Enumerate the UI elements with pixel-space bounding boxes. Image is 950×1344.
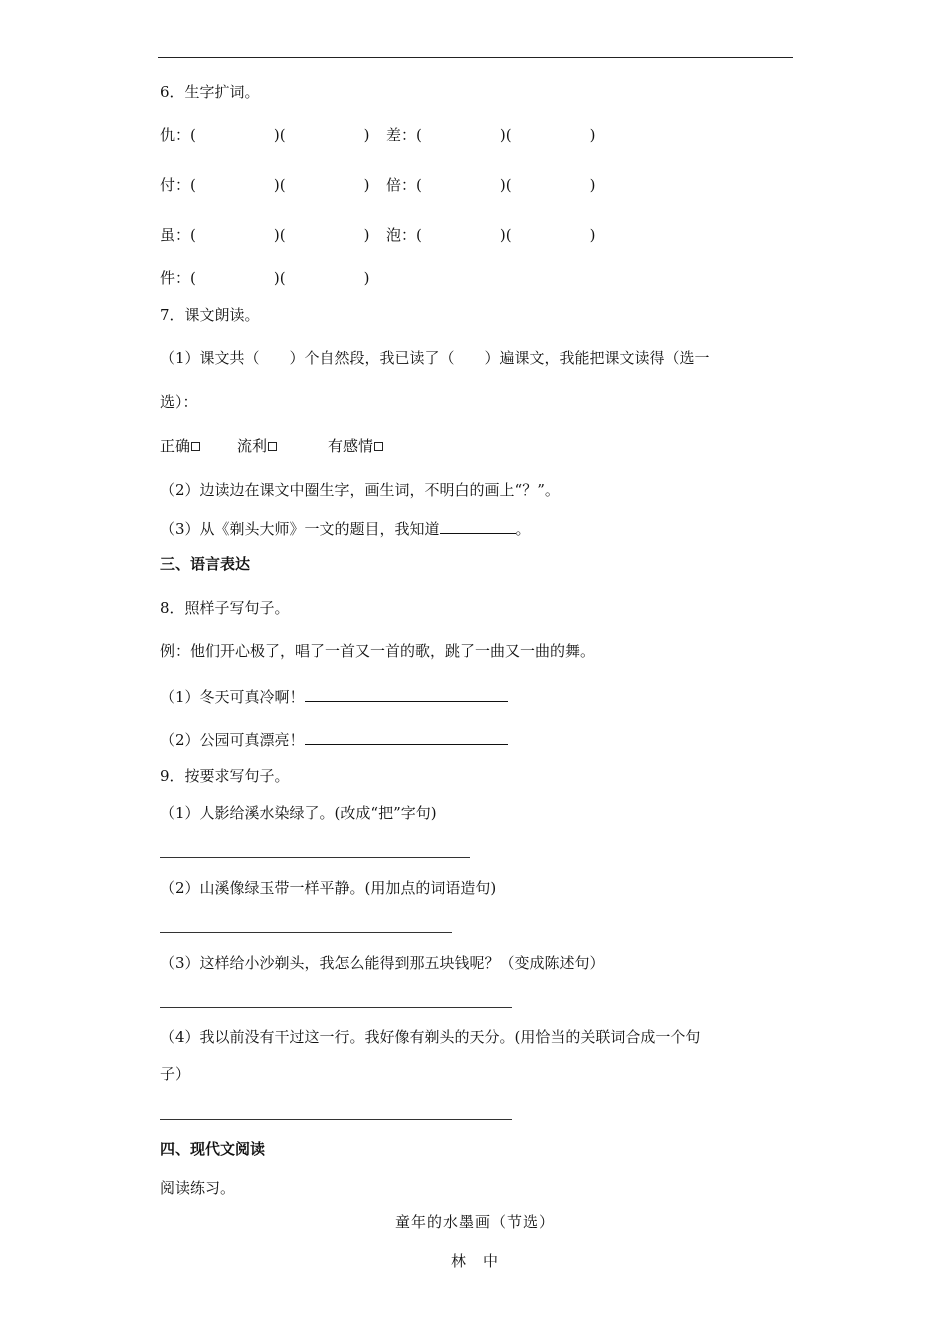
q6-char: 倍： <box>386 176 417 194</box>
q6-item-4: 倍：( )( ) <box>386 176 596 194</box>
q8-title: 8．照样子写句子。 <box>160 599 290 617</box>
q9-item-4-line2: 子） <box>160 1065 191 1083</box>
q7-part1-line1: （1）课文共（ ）个自然段，我已读了（ ）遍课文，我能把课文读得（选一 <box>160 349 710 367</box>
q6-item-5: 虽：( )( ) <box>160 226 370 244</box>
q6-item-6: 泡：( )( ) <box>386 226 596 244</box>
q7-part2: （2）边读边在课文中圈生字，画生词，不明白的画上“？”。 <box>160 481 560 499</box>
q9-answer-line-4[interactable] <box>160 1119 512 1120</box>
q6-blank[interactable]: )( <box>273 269 286 287</box>
q8-item-2: （2）公园可真漂亮！ <box>160 729 508 750</box>
q9-item-3: （3）这样给小沙剃头，我怎么能得到那五块钱呢？（变成陈述句） <box>160 954 605 972</box>
q6-blank[interactable]: )( <box>499 226 512 244</box>
q9-item-4-line1: （4）我以前没有干过这一行。我好像有剃头的天分。(用恰当的关联词合成一个句 <box>160 1028 701 1046</box>
q6-blank[interactable]: )( <box>273 176 286 194</box>
checkbox-icon[interactable] <box>191 442 200 451</box>
q9-answer-line-2[interactable] <box>160 932 452 933</box>
q7-option-fluent[interactable]: 流利 <box>237 436 277 456</box>
q6-blank[interactable]: )( <box>499 176 512 194</box>
q9-answer-line-1[interactable] <box>160 857 470 858</box>
q6-char: 仇： <box>160 126 191 144</box>
section-4-heading: 四、现代文阅读 <box>160 1140 266 1158</box>
q7-option-emotion[interactable]: 有感情 <box>328 436 383 456</box>
q9-answer-line-3[interactable] <box>160 1007 512 1008</box>
q9-title: 9．按要求写句子。 <box>160 767 290 785</box>
q8-answer-blank-1[interactable] <box>305 686 508 702</box>
q7-option-correct[interactable]: 正确 <box>160 436 200 456</box>
checkbox-icon[interactable] <box>268 442 277 451</box>
checkbox-icon[interactable] <box>374 442 383 451</box>
section-3-heading: 三、语言表达 <box>160 555 251 573</box>
q6-blank[interactable]: )( <box>273 226 286 244</box>
q6-char: 泡： <box>386 226 417 244</box>
q8-example: 例：他们开心极了，唱了一首又一首的歌，跳了一曲又一曲的舞。 <box>160 642 596 660</box>
q6-char: 差： <box>386 126 417 144</box>
passage-author: 林 中 <box>450 1252 499 1270</box>
q6-char: 件： <box>160 269 191 287</box>
q7-title: 7．课文朗读。 <box>160 306 260 324</box>
q6-item-3: 付：( )( ) <box>160 176 370 194</box>
q6-char: 虽： <box>160 226 191 244</box>
q7-part3: （3）从《剃头大师》一文的题目，我知道 。 <box>160 520 531 538</box>
q6-title: 6．生字扩词。 <box>160 83 260 101</box>
q8-item-1: （1）冬天可真冷啊！ <box>160 686 508 707</box>
passage-title: 童年的水墨画（节选） <box>394 1213 555 1231</box>
q6-item-1: 仇：( )( ) <box>160 126 370 144</box>
q6-blank[interactable]: )( <box>499 126 512 144</box>
q7-part1-line2: 选）： <box>160 393 198 411</box>
q8-answer-blank-2[interactable] <box>305 729 508 745</box>
q7-answer-blank[interactable] <box>440 518 516 534</box>
q6-item-7: 件：( )( ) <box>160 269 370 287</box>
header-rule <box>158 57 793 58</box>
q9-item-2: （2）山溪像绿玉带一样平静。(用加点的词语造句) <box>160 879 497 897</box>
q6-blank[interactable]: )( <box>273 126 286 144</box>
q6-item-2: 差：( )( ) <box>386 126 596 144</box>
reading-intro: 阅读练习。 <box>160 1179 236 1197</box>
q6-char: 付： <box>160 176 191 194</box>
q9-item-1: （1）人影给溪水染绿了。(改成“把”字句) <box>160 804 437 822</box>
